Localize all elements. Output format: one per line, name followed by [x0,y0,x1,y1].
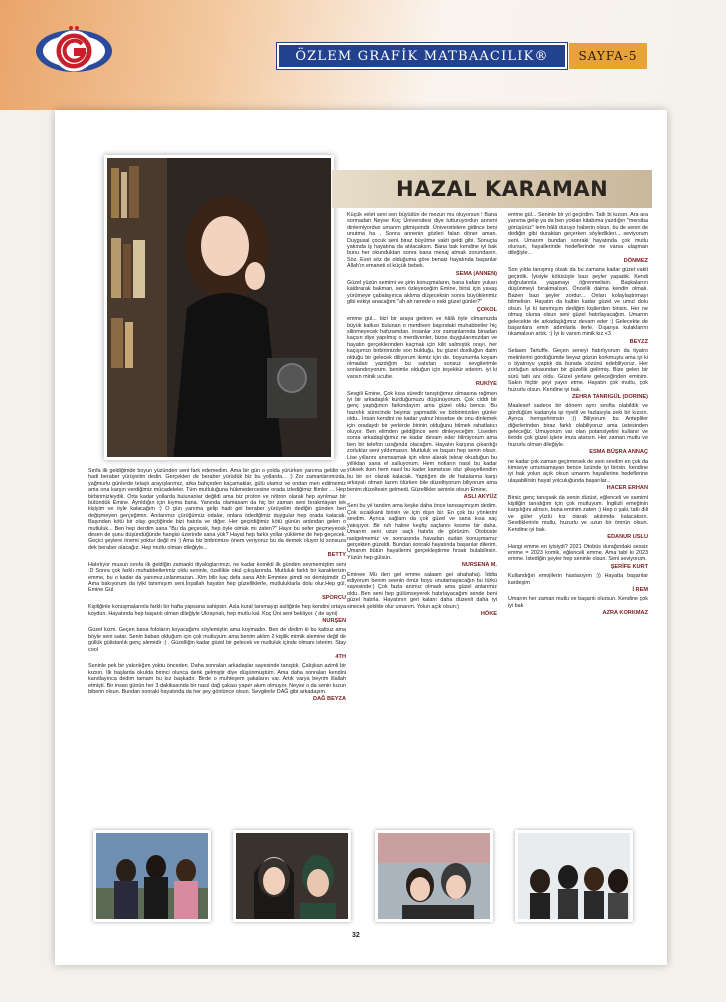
message-signature: NURŞEN [322,617,346,624]
message-text: Seni bu yıl tandım ama keşke daha önce tanısaymışım dedim. Çok sıcakkanlı birisin ve için dışın bir. En çok bu yönlerini sevdim. Ayrıca sağlam da çok güzel ve sana kısa saç yakışıyor. Bir ruh haline keşfiş saçlarını kesme bir daha. Umarım seni uzun saçlı hatırla de görürüm. Otobüste rastgelmemiz ve sonrasında havadan sudan konuşmamız gerçekten güzeldi. Bundan sonraki hayatında başarılar dilerim. Umarım bütün hayallerini gerçekleştirme fırsatı bulabilirsin. Yüzün hep gülsün. [347,503,497,561]
message-text: Birsic genç tanışsak da senin dürüst, eğlenceli ve samimi kişiliğin tanıdığım için çok mutluyum. İngilizli emeğinin karşılığını alırsın, buna eminim zaten :) Hep o şaki, tatlı dili ve güler yüzlü kız olarak akılımda kalacaksın. Sevdiklerinle mutlu, huzurlu ve uzun bir ömrün olsun. Kendine iyi bak. [508,494,648,533]
message-text: Eminee Mü den gel emme salaam gel ahahaha). İddia ediyorum benim seenin ömür boyu unutamayacağın bu türkü sayesinde:) Çok fazla anımız olmadı ama güzel anlarımız oldu. Ben seni hep gülümseyerek hatırlayacağım sende beni güzel hatırla. Hayatının geri kalanı daha düzenli daha iyi sinecek şekilde olur umarım. Yolun açık olsun:) [347,571,497,610]
student-name-banner: HAZAL KARAMAN [332,170,652,208]
message-text: Sınfa ilk geldiğimde boyun yüzünden seni fark edemedim. Ama bir gün o yolda yürürken yanıma geldin ve hadi beraber yürüyelim dedin. Gerçekten de beraber yürüdük biz bu yollarda... :) Zor zamanlarımızda, yağmurlu günlerde telaşlı arayışlarımız, arka bahçeden kaçamaklar, gülü ulamız ve ondan men edilmemiz ama ona karşın verdiğimiz mücadeleler. Tüm mutluluğuna hükmedercesine orada izlediğimiz filmler ... Hep birbirimizleydik. Orta kadar yollarda bulunanlar değildi ama biz proton ve nötron olarak hep ayrılmaz bir bütündük Emine. Ayrıldığın için kıyma bana. Yanında olamasam da hiç bir zaman seni bırakmayan tek kişiyim ve öyle kalacağım :) O gün yanıma gelip hadi gel beraber yürüyelim dediğin günden beri değişmeyen gerçeğimin. Anılarımız çürüğümüz odalar, onlara ödediğimiz duygular hep orada kalacak. Başından kötü bir olay geçtiğinde bizi hatırla ve diğer. Her geçirdiğimiz kötü günün ardından gelen o mutluluk... Ben hep derdim sana "Bu da geçecek, hep öyle olmak mı zaten?" Hayır bu sefer geçmeyecek desen de şunu düşündüğünde hangisi üzerinde sana yük? Hayat hep farklı yollar yükleme de hep geçecek. Geçici şeylere önemi yoktur değil mi :) Ama biz birbirimize önem veriyoruz bu da demek oluyor ki sonsuza dek beraber olacağız. Hep mutlu olman dileğiyle... [88,468,346,551]
message-signature: ŞERİFE KURT [610,563,648,570]
message-signature: EDANUR USLU [607,534,648,541]
message-signature: ASLI AKYÜZ [463,494,497,501]
message-text: Kullandığın emojilerin hastasıyım :)) Hayatta başarılar kardeşim [508,573,648,586]
message-text: Güzel yüzün semimi ve şirin konuşmaların, bana kafanı yukarı kaldırarak bakman, seni özleyeceğim Emine, birisi için yavaş yürümeye çabalayınca aklıma düşeceksin sonra büyüklerimiz gibi eskiyi anacağım "ah ah nerede o eski güzel günler?" [347,280,497,306]
message-text: Güzel kızm. Geçen bana fotoların koyacağımı söylemiştin ama koymadın. Ben de dedim ki bu kaltsız ama böyle seni satar. Senin baban olduğum için çok mutluyum ama benim aklım 2 kişilik mimik alemine değil de güllük gülistanlık genç alemidir :) . Güzelliğin kadar güzel bir gelecek ve mutluluk içinde olmanı isterim. Stay cool [88,627,346,653]
message-text: Umarım her zaman mutlu ve başarılı olursun. Kendine çok iyi bak [508,596,648,609]
message-signature: ÇOKOL [476,306,497,313]
company-logo [34,18,114,84]
message-signature: HACER ERHAN [606,485,648,492]
message-text: Hatırlıyor musun sınıfa ilk geldiğin zamanki diyaloglarımızı, ne kadar komikti ilk günden sevmemiştim seni :D Sonra çok farklı muhabbetlerimiz oldu seninle, özellikle okul çıkışlarında. Mutluluk farklı bir karakterizin emme, bu o kadar da yanımız,uslanmazan...Kim bilir kaç defa sana Ahh Emmiee şimdi ne demişimdir :D Ama bakıyorum da iyiki tanımışım seni.İnşallah hayatın hep güzelliklerle, mutluluklarla dolu olur.Hep gül, Emine Gül [88,561,346,594]
message-signature: ESMA BÜŞRA ANNAÇ [589,449,648,456]
message-text: Hangi emme en iyisiydi? 2021 Otobüs durağındaki sessiz emme = 2023 komik, eğlenceli emme. Ama tabi ki 2023 emme. İstediğin şeyler hep seninle olsun. Seni seviyorum. [508,543,648,563]
message-text: ne kadar çok zaman geçirmesek de seni sevdim en çok da kimseye umursamayan bence üzünde iyi birisin. kendine iyi bak yolun açık olsun umarım hayallerine hedeflerine ulaşabilirsin hayat yolculuğunda başarılar... [508,458,648,484]
message-signature: RUKİYE [475,381,497,388]
message-signature: NURSENA M. [461,562,497,569]
page-label: SAYFA-5 [569,43,647,69]
message-signature: SPORCU [322,594,346,601]
message-signature: BEYZZ [629,338,648,345]
message-text: emme gül... bizi bir araya getiren ve hâlâ öyle olmamızda büyük katkısı bulunan o merdiven başındaki muhabbetler hiç silinmeyecek hafızamdan. insanlar zor zamanlarında binadan kaçsın diye yapılmış o merdivenler, bizse duygularımızdan ve hayatın gerçeklerinden kaçmak için kilit salmıştık orayı. her kaçışımızı birbirimizde son bulduğu, bu güzel dostluğun daim olduğu bir gelecek diliyorum ikimiz için de. boyunumla koyam olmadan yazdığım bu satırları sonsuz sevgilerimle sonlandırıyorum. benimle olduğun için teşekkür ederim. iyi ki varsın minik ucube. [347,316,497,380]
message-text: Maalesef sadece bir dönem aynı sınıfta olabildik ve gördüğüm kadarıyla işi riyetli ve fazlasıyla zeki bir kızsın. Ayrıca hemşehrimsin :)) Biliyorum bu Antepliler diğerlerinden biraz farklı olabiliyoruz ama üstesinden geleceğiz. Umuyorum var olan potansiyelini kullanır ve ileride çok güzel işlere imza atarsın. Her zaman mutlu ve huzurlu olman dileğiyle. [508,403,648,448]
message-signature: HÖKE [480,610,497,617]
message-text: Kişiliğinle konuşmalarınla farklı bir hafta yapsana sahipsin. Asla kural tanımayıp asiliğinle hep kendini ortaya koydun. Hayatında hep başarılı olman dileğiyle Ukraynalı, hep mutlu kal. Koç Üni seni bekliyor. ( de ayni) [88,604,346,617]
message-text: Küçük velet seni sen büyüdün de mezun mu oluyorsun ! Bana sormadan Neyse Koç Üniversitesi diye tutturuyordun anneni dinlemiyordun umarım gitmişsindir. Üniversitelere gidince beni unutma ha . Sonra annenin gözleri falan döner aman. Duygusal çocuk seni biraz büyütme vakti geldi gibi. Sonuçta yakında iş hayatına da atılacaksın. Bana bak kendine iyi bak bunu her okunduktan sonra bana mesaj atmak zorundasın. Söz. Evet söz de olduğuma göre benaiz hayatında başarılar Allah'ın emaneti ol küçük bebek. [347,212,497,270]
right-message-column [508,212,648,824]
friends-photo-3 [375,830,493,922]
message-signature: SEMA (ANNEN) [455,270,497,277]
middle-message-column [347,212,497,824]
left-message-column [88,468,346,828]
message-signature: AZRA KORKMAZ [602,610,648,617]
message-text: Son yılda tanışmış olsak da bu zamana kadar güzel vakit geçirdik. İyisiyle kötüsüyle bazı şeyler yaşadık. Kendi doğrularınla yaşamayı öğrenmelisin. Başkalarını düşünmeyi bırakmalısın. Öncelik daima kendin olmalı. Bazen bazı şeyler zordur... Onları kolaylaştırmayı bilmelisin. Hayatın da kalbin kadar güzel ve umut dolu olsun. İyi ki tanımışım dediğim kişilerden birisin. Her ne olmuş olursa olsun seni güzel hatırlayacağım. Umarım gelecekte de arkadaşlığımız devam eder :) Gelecekte de başarılara emin adımlarla ilerle. Dışarıya kulaklarını tıkamalısın artık. :) İyi ki varsın minik kız <3 [508,267,648,338]
message-signature: İ REM [632,586,648,593]
message-signature: DAĞ BEYZA [313,696,346,703]
message-text: Selaam Tartuffe. Geçen seneyi hatırlıyorum da tiyatro metinlerini gördüğümde beyaz gözün korkmuştu ama iyi ki o tiyatroyu yaptık da burada sözünü edebiliyoruz. Her zorluğun arkasından bir güzellik gelirmiş. Bize gelen bir sürü tatlı anı oldu. Güzel yerlere geleceğinden eminim. Sakın hiçbir şeyi yayın etme. Hayatın çok mutlu, çok huzurlu olsun. Kendine iyi bak. [508,348,648,393]
message-text: Sevgili Emine, Çok kısa süredir tanıştığımız olmasına rağmen iyi bir arkadaşlık kurduğumuzu düşünüyorum. Çok ciddi bir genç yaştığımın farkındayım ama güzel oldu bence. Bu hazırlık sürecinde beyinsi yapmadık ve birbirimizden günler oldu.. İnsan kendini ne kadar yalnız hissetse de onu dinlemek için oradaydı bir yerlerde birinin olduğunu bilmek rahatlatıcı oluyor. Ben elimden geldiğince seni dinleyeceğim. Liseden sonra arkadaşlığımız ne kadar devam eder bilmiyorum ama ben bir telefon uzağında olacağım. Hayatın karşına çıkardığı zorluklar seni yıldırmasın. Mutluluk ve başarı hep senin olsun. Lise yıllarını anımsamak için eline alarak tekrar okuduğun bu yıllıktan sana el salluyorum. Hem notların nasıl bu kadar yüksek iken hem nasıl bu kader kametsse olur şikayetlendim bu bir sır olarak kalacak. Yaptığım de de hatalarına karşı arkayalı olman lazım ölürken bile düzeltiyorum biliyorum ama benim düzeltesin gelmedi. Güzellikler seninle olsun Emine. [347,390,497,493]
portrait-photo [104,155,334,460]
message-signature: ZEHRA TANRIGÜL (DORINE) [571,393,648,400]
message-signature: BETTY [327,552,346,559]
friends-photo-4 [515,830,633,922]
friends-photo-2 [233,830,351,922]
message-text: emme gül... Seninle bir yıl geçirdim. Tatlı bi kızsın. Ara ara yanıma gelip ya da ben yoklan kitabıma yazdığın "mersiba görüşürüz" lerin hâlâ duruyo haberin olsun. bu de senin de dediğin gibi duraktan geçerken söyledikleri... seviyorum seni. Umarım bundan sonraki hayatında çok mutlu olursun, hayallerinde hedeflerinde ne varsa ulaşman dileğiyle... [508,212,648,257]
friends-photo-1 [93,830,211,922]
message-signature: DÖNMEZ [623,257,648,264]
message-signature: 4TH [335,653,346,660]
message-text: Seninle pek bir yakınlığım yoktu önceden. Daha sonraları arkadaşlar sayesinde tanıştık. Çalışkan azimli bir kızsın. İlk başlarda okulda birinci olunca denk gelmiştir diye düşünmüştüm. Ama daha sonraları kendini kanıtlayınca dedim tamam bu kız başkadır. Birde o muhteşem şakaların var. Artık varya beyrim illallah etmişti. Bir insan günün her 3 dakikasında bir nasıl dağ çakası yaper akım olmuyor. Neyse o da senin tuzun biberin olsun. Bundan sonraki hayatında da her şey gönlünce olsun. Sevgilerle DAĞ gibi arkadaşım. [88,663,346,695]
brand-title-bar: ÖZLEM GRAFİK MATBAACILIK® [277,43,567,69]
page-number: 32 [352,932,360,939]
